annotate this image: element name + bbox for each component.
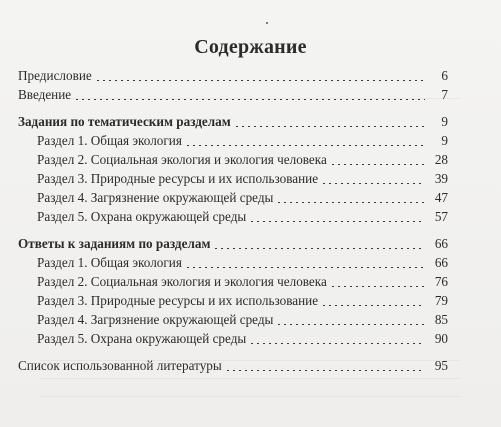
- section-gap: [18, 348, 448, 356]
- toc-page-number: 66: [434, 255, 448, 270]
- toc-page-number: 95: [434, 358, 448, 373]
- toc-page-number: 28: [434, 152, 448, 167]
- toc-entry: [18, 66, 448, 85]
- toc-entry: [18, 253, 448, 272]
- page-title: Содержание: [194, 36, 307, 58]
- toc-page-number: 79: [434, 293, 448, 308]
- dot-leader: [74, 99, 425, 100]
- dot-leader: [249, 221, 425, 222]
- toc-entry: [18, 85, 448, 104]
- toc-entry-label: Раздел 5. Охрана окружающей среды: [37, 209, 247, 224]
- bleed-through-line: [40, 396, 461, 397]
- toc-entry-label: Раздел 1. Общая экология: [37, 255, 182, 270]
- dot-leader: [249, 343, 425, 344]
- toc-page-number: 9: [441, 133, 448, 148]
- toc-entry: [18, 188, 448, 207]
- toc-page-number: 76: [434, 274, 448, 289]
- toc-page-number: 57: [434, 209, 448, 224]
- toc-page-number: 90: [434, 331, 448, 346]
- toc-page-number: 39: [434, 171, 448, 186]
- toc-entry: [18, 356, 448, 375]
- toc-entry: [18, 131, 448, 150]
- dot-leader: [321, 305, 425, 306]
- toc-page-number: 7: [441, 87, 448, 102]
- toc-entry: [18, 207, 448, 226]
- dot-leader: [185, 145, 425, 146]
- dot-leader: [276, 202, 425, 203]
- dot-leader: [185, 267, 425, 268]
- dot-leader: [276, 324, 425, 325]
- toc-entry: [18, 329, 448, 348]
- toc-entry-label: Раздел 4. Загрязнение окружающей среды: [37, 312, 274, 327]
- toc-entry-label: Раздел 1. Общая экология: [37, 133, 182, 148]
- toc-entry: [18, 169, 448, 188]
- toc-page-number: 85: [434, 312, 448, 327]
- dot-leader: [234, 126, 425, 127]
- toc-entry-label: Задания по тематическим разделам: [18, 114, 231, 129]
- dot-leader: [225, 370, 425, 371]
- section-gap: [18, 226, 448, 234]
- dot-leader: [95, 80, 425, 81]
- toc-entry-label: Предисловие: [18, 68, 92, 83]
- toc-entry-label: Раздел 2. Социальная экология и экология человека: [37, 152, 327, 167]
- toc-entry-label: Список использованной литературы: [18, 358, 222, 373]
- toc-page-number: 9: [441, 114, 448, 129]
- toc-entry: [18, 272, 448, 291]
- toc-entry-label: Введение: [18, 87, 72, 102]
- dot-leader: [213, 248, 425, 249]
- toc-entry-label: Раздел 3. Природные ресурсы и их использование: [37, 293, 319, 308]
- toc-entry-label: Ответы к заданиям по разделам: [18, 236, 211, 251]
- dot-leader: [321, 183, 425, 184]
- toc-entry-label: Раздел 2. Социальная экология и экология человека: [37, 274, 327, 289]
- section-gap: [18, 104, 448, 112]
- toc-entry: [18, 291, 448, 310]
- dot-leader: [330, 286, 425, 287]
- toc-entry-label: Раздел 3. Природные ресурсы и их использование: [37, 171, 319, 186]
- table-of-contents: [18, 66, 448, 375]
- toc-entry: [18, 150, 448, 169]
- toc-entry: [18, 234, 448, 253]
- dot-leader: [330, 164, 425, 165]
- toc-entry: [18, 310, 448, 329]
- bleed-through-line: [40, 378, 461, 379]
- toc-entry-label: Раздел 5. Охрана окружающей среды: [37, 331, 247, 346]
- toc-page-number: 66: [434, 236, 448, 251]
- toc-page-number: 6: [441, 68, 448, 83]
- toc-entry-label: Раздел 4. Загрязнение окружающей среды: [37, 190, 274, 205]
- print-speck: [266, 22, 268, 24]
- toc-entry: [18, 112, 448, 131]
- toc-page-number: 47: [434, 190, 448, 205]
